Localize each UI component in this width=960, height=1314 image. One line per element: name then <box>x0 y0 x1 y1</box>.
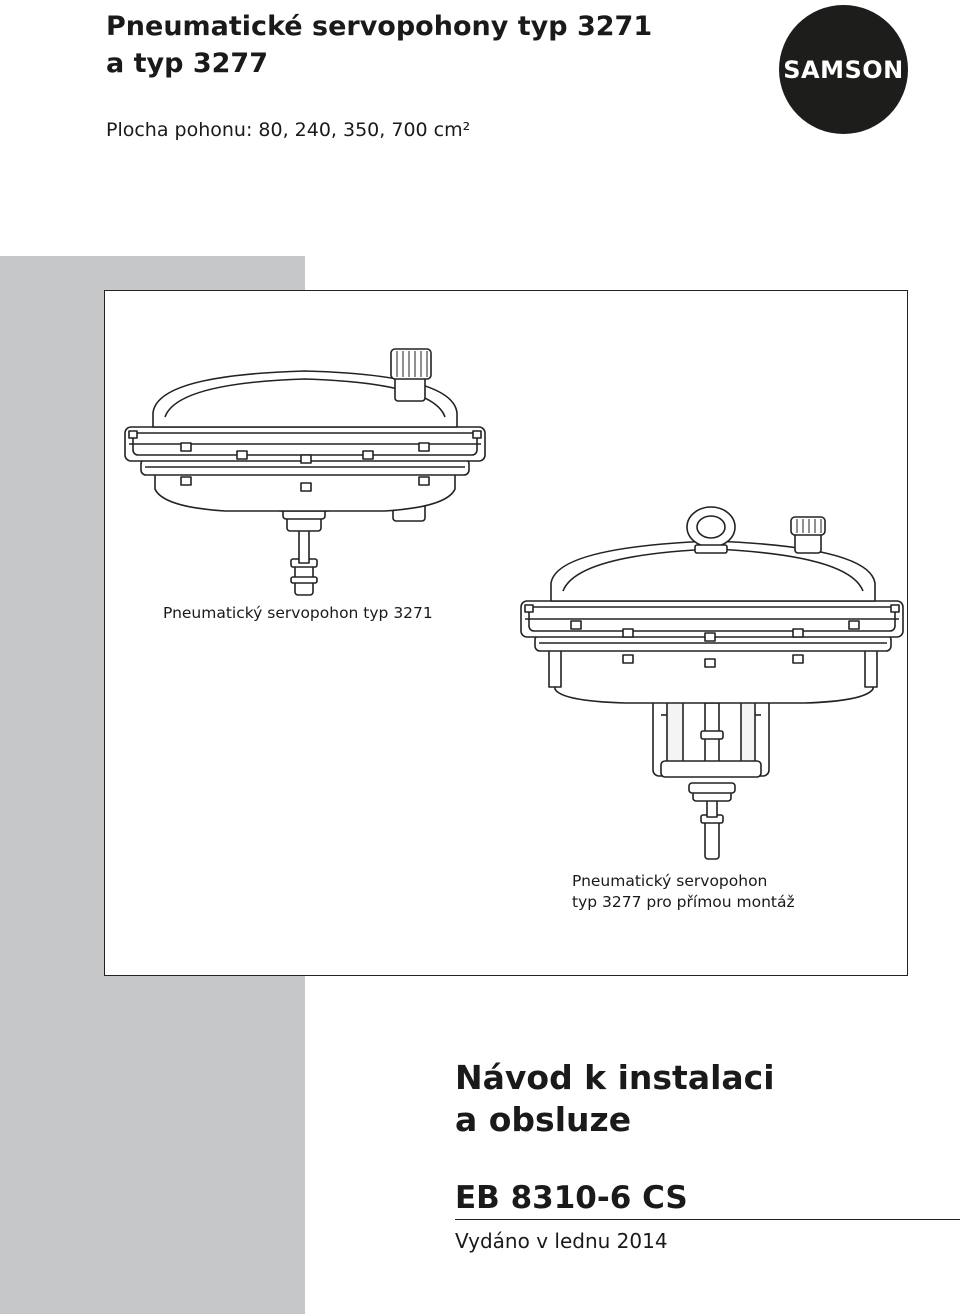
document-title-line-1: Pneumatické servopohony typ 3271 <box>106 11 653 42</box>
document-title <box>106 8 652 82</box>
actuator-area-subtitle: Plocha pohonu: 80, 240, 350, 700 cm² <box>106 119 471 141</box>
caption-3277-line-2: typ 3277 pro přímou montáž <box>572 893 795 911</box>
caption-3271: Pneumatický servopohon typ 3271 <box>163 604 433 622</box>
document-code-rule <box>455 1219 960 1220</box>
manual-title-line-2: a obsluze <box>455 1100 632 1139</box>
caption-3277-line-1: Pneumatický servopohon <box>572 872 768 890</box>
manual-title-line-1: Návod k instalaci <box>455 1058 775 1097</box>
caption-3277 <box>572 871 795 913</box>
actuator-3271-drawing <box>125 349 485 595</box>
manual-title <box>455 1057 775 1141</box>
samson-logo-text: SAMSON <box>783 55 904 84</box>
samson-logo <box>779 5 908 134</box>
document-code: EB 8310-6 CS <box>455 1180 688 1216</box>
actuator-3277-drawing <box>521 507 903 859</box>
figure-frame <box>104 290 908 976</box>
edition-date: Vydáno v lednu 2014 <box>455 1229 668 1253</box>
document-title-line-2: a typ 3277 <box>106 48 268 79</box>
